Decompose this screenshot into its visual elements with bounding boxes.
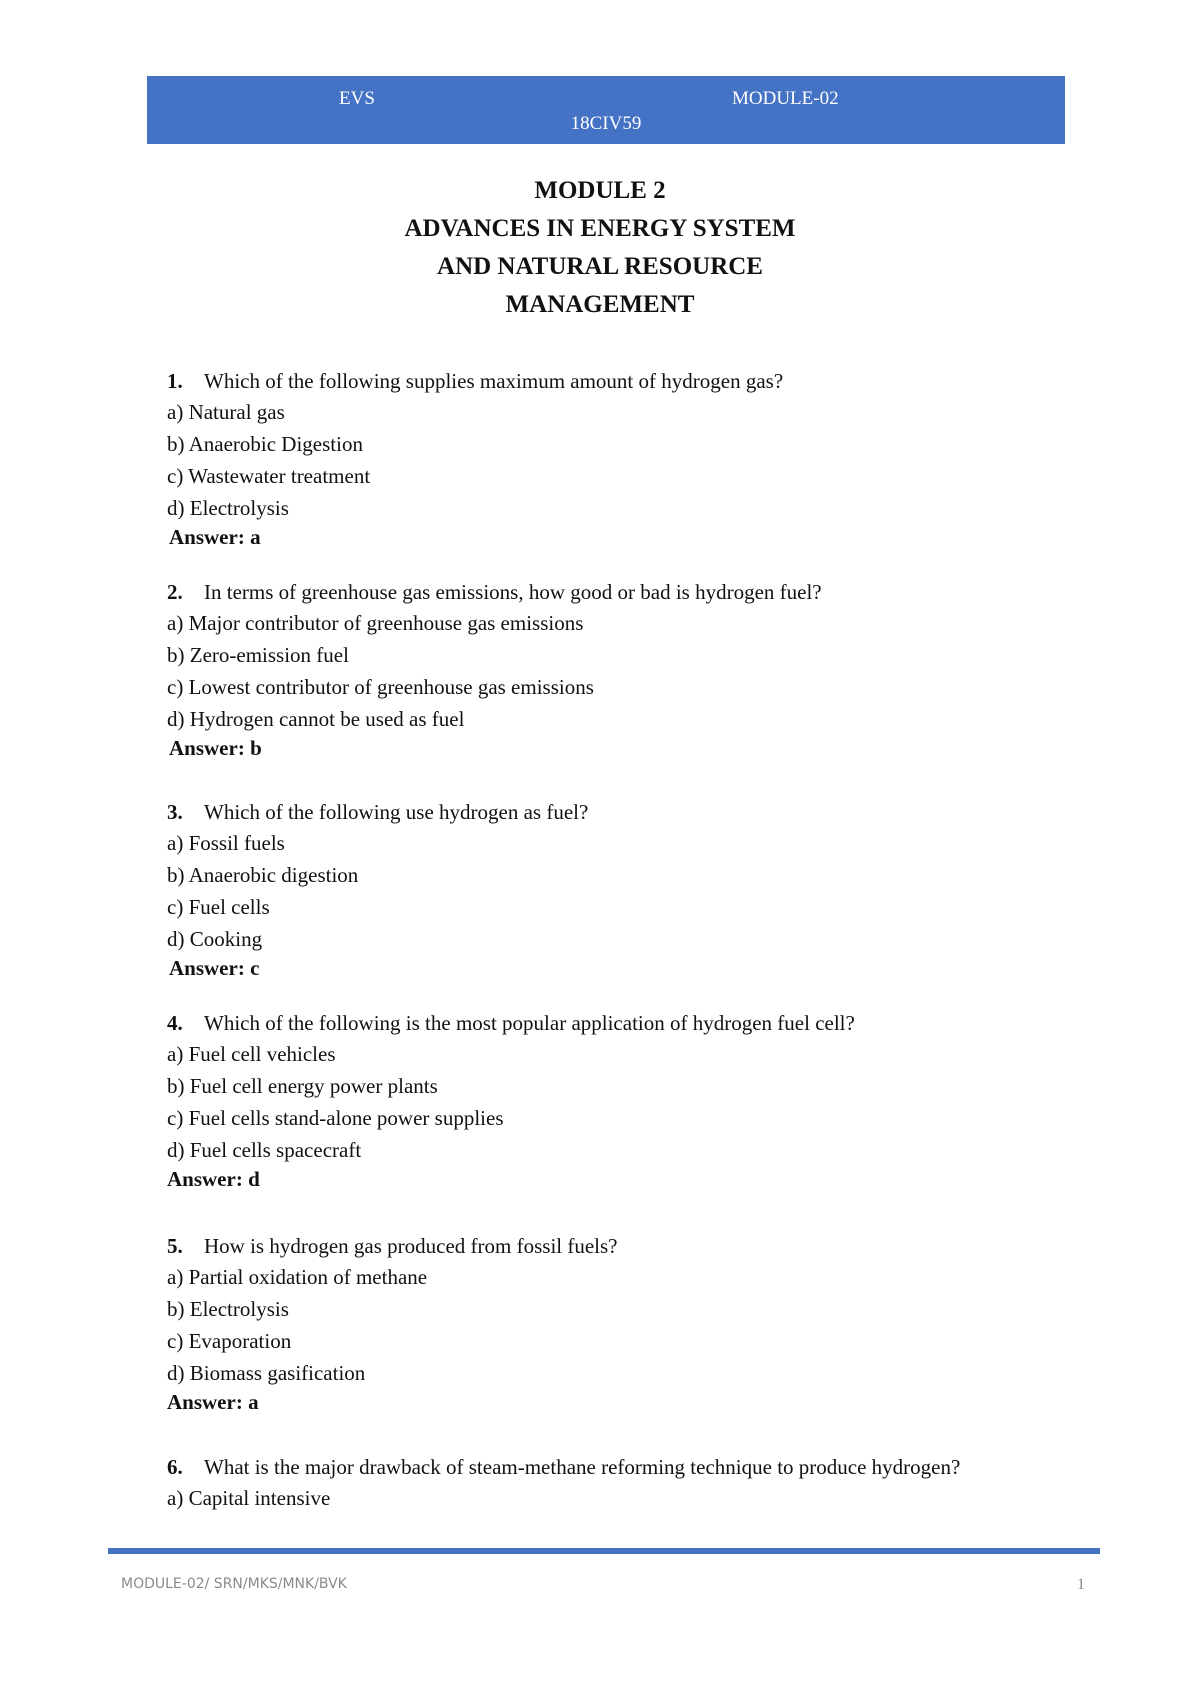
- footer-rule: [108, 1548, 1100, 1554]
- page-header-band: [147, 76, 1065, 144]
- option-c: c) Fuel cells stand-alone power supplies: [167, 1106, 504, 1130]
- question-block-3: [167, 797, 1047, 981]
- header-module: MODULE-02: [732, 88, 839, 109]
- question-number: 6.: [167, 1455, 183, 1479]
- title-line-3: AND NATURAL RESOURCE: [437, 253, 763, 280]
- option-a: a) Natural gas: [167, 400, 285, 424]
- option-b: b) Fuel cell energy power plants: [167, 1074, 438, 1098]
- answer: Answer: a: [167, 1390, 259, 1414]
- title-line-1: MODULE 2: [534, 177, 666, 204]
- option-d: d) Biomass gasification: [167, 1361, 366, 1385]
- option-c: c) Lowest contributor of greenhouse gas emissions: [167, 675, 594, 699]
- question-text: Which of the following use hydrogen as fuel?: [204, 800, 589, 824]
- option-a: a) Fuel cell vehicles: [167, 1042, 336, 1066]
- option-c: c) Evaporation: [167, 1329, 292, 1353]
- header-subject: EVS: [339, 88, 375, 109]
- option-d: d) Electrolysis: [167, 496, 289, 520]
- question-block-1: [167, 366, 1047, 550]
- question-3: [167, 797, 1047, 827]
- question-text: What is the major drawback of steam-methane reforming technique to produce hydrogen?: [204, 1455, 961, 1479]
- question-text: Which of the following supplies maximum amount of hydrogen gas?: [204, 369, 784, 393]
- question-block-5: [167, 1231, 1047, 1415]
- question-text: How is hydrogen gas produced from fossil fuels?: [204, 1234, 618, 1258]
- answer: Answer: b: [169, 736, 262, 760]
- answer: Answer: a: [169, 525, 261, 549]
- question-block-2: [167, 577, 1047, 761]
- option-c: c) Fuel cells: [167, 895, 270, 919]
- option-b: b) Anaerobic digestion: [167, 863, 359, 887]
- question-1: [167, 366, 1047, 396]
- question-text: In terms of greenhouse gas emissions, how good or bad is hydrogen fuel?: [204, 580, 822, 604]
- question-text: Which of the following is the most popular application of hydrogen fuel cell?: [204, 1011, 855, 1035]
- title-line-4: MANAGEMENT: [505, 291, 695, 318]
- question-2: [167, 577, 1047, 607]
- option-c: c) Wastewater treatment: [167, 464, 371, 488]
- question-number: 4.: [167, 1011, 183, 1035]
- question-4: [167, 1008, 1047, 1038]
- answer: Answer: d: [167, 1167, 260, 1191]
- question-5: [167, 1231, 1047, 1261]
- footer-author-line: MODULE-02/ SRN/MKS/MNK/BVK: [121, 1576, 347, 1592]
- option-d: d) Cooking: [167, 927, 263, 951]
- question-number: 5.: [167, 1234, 183, 1258]
- question-block-4: [167, 1008, 1047, 1192]
- option-d: d) Hydrogen cannot be used as fuel: [167, 707, 465, 731]
- question-6: [167, 1452, 1014, 1482]
- question-block-6: [167, 1452, 1047, 1514]
- option-a: a) Capital intensive: [167, 1486, 331, 1510]
- option-b: b) Zero-emission fuel: [167, 643, 349, 667]
- option-b: b) Electrolysis: [167, 1297, 289, 1321]
- question-number: 3.: [167, 800, 183, 824]
- document-title: [0, 172, 1200, 324]
- title-line-2: ADVANCES IN ENERGY SYSTEM: [404, 215, 796, 242]
- option-b: b) Anaerobic Digestion: [167, 432, 363, 456]
- page-number: 1: [1077, 1576, 1085, 1593]
- option-a: a) Partial oxidation of methane: [167, 1265, 428, 1289]
- option-a: a) Fossil fuels: [167, 831, 285, 855]
- option-a: a) Major contributor of greenhouse gas emissions: [167, 611, 584, 635]
- question-number: 1.: [167, 369, 183, 393]
- header-course-code: 18CIV59: [570, 113, 642, 134]
- answer: Answer: c: [169, 956, 260, 980]
- question-number: 2.: [167, 580, 183, 604]
- option-d: d) Fuel cells spacecraft: [167, 1138, 362, 1162]
